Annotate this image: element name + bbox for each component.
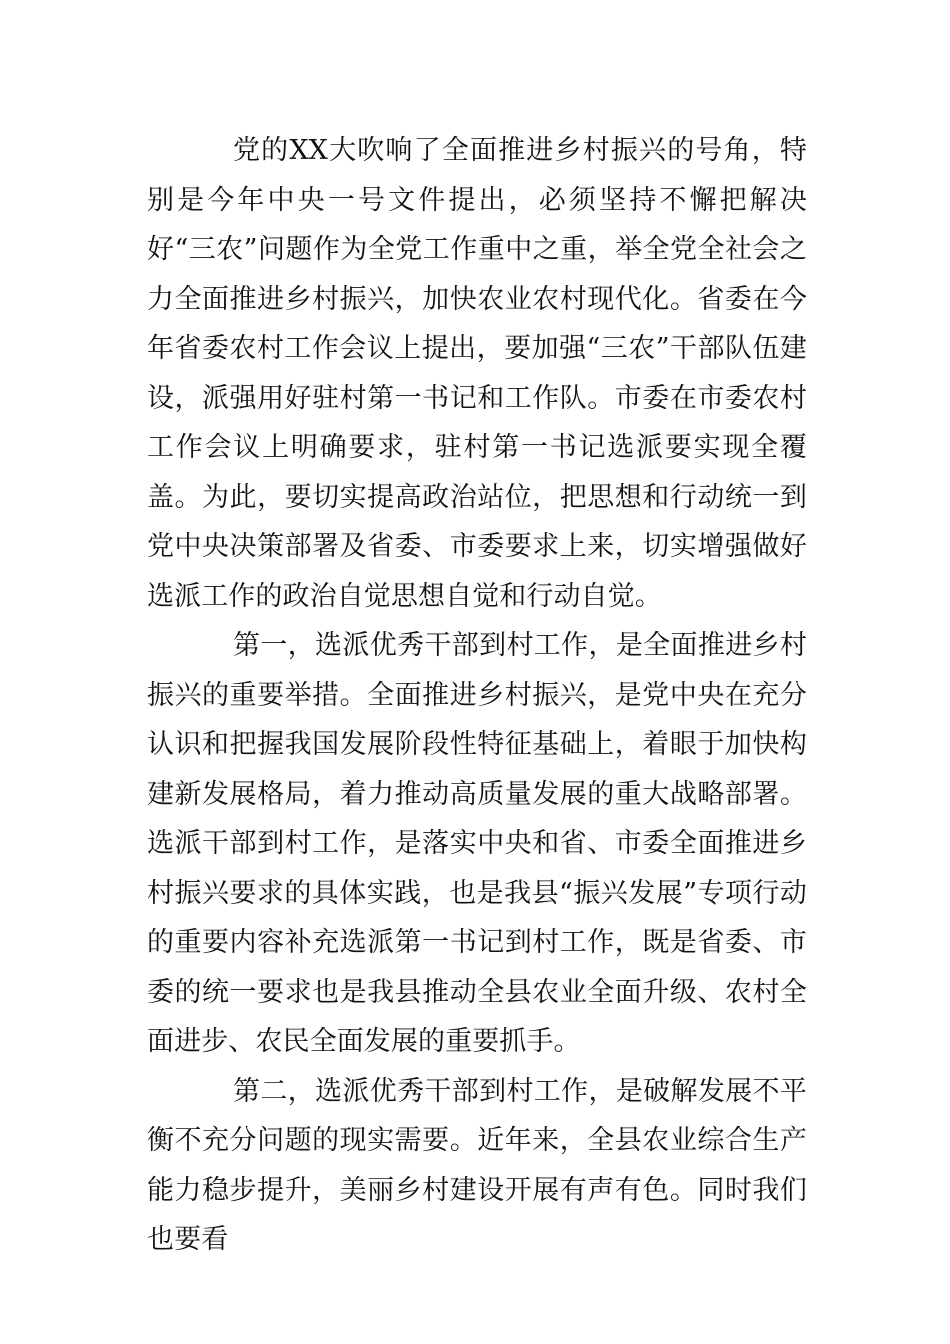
paragraph-intro: 党的XX大吹响了全面推进乡村振兴的号角，特别是今年中央一号文件提出，必须坚持不懈把解决好“三农”问题作为全党工作重中之重，举全党全社会之力全面推进乡村振兴，加快农业农村现代化。省委在今年省委农村工作会议上提出，要加强“三农”干部队伍建设，派强用好驻村第一书记和工作队。市委在市委农村工作会议上明确要求，驻村第一书记选派要实现全覆盖。为此，要切实提高政治站位，把思想和行动统一到党中央决策部署及省委、市委要求上来，切实增强做好选派工作的政治自觉思想自觉和行动自觉。 <box>147 135 807 612</box>
paragraph-second: 第二，选派优秀干部到村工作，是破解发展不平衡不充分问题的现实需要。近年来，全县农业综合生产能力稳步提升，美丽乡村建设开展有声有色。同时我们也要看 <box>147 1075 807 1255</box>
paragraph-first: 第一，选派优秀干部到村工作，是全面推进乡村振兴的重要举措。全面推进乡村振兴，是党中央在充分认识和把握我国发展阶段性特征基础上，着眼于加快构建新发展格局，着力推动高质量发展的重大战略部署。选派干部到村工作，是落实中央和省、市委全面推进乡村振兴要求的具体实践，也是我县“振兴发展”专项行动的重要内容补充选派第一书记到村工作，既是省委、市委的统一要求也是我县推动全县农业全面升级、农村全面进步、农民全面发展的重要抓手。 <box>147 630 807 1057</box>
document-body <box>147 126 807 1265</box>
